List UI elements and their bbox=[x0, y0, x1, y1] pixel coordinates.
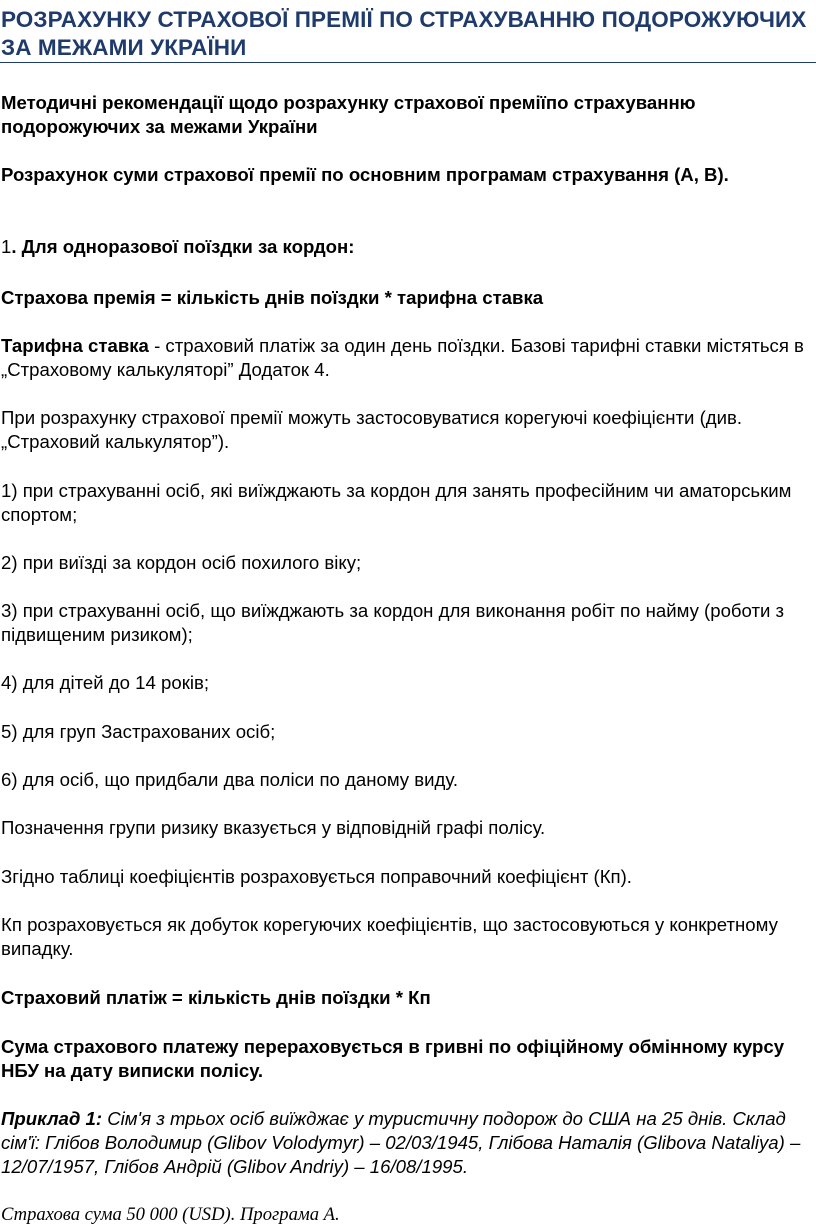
tariff-definition: - страховий платіж за один день поїздки. Базові тарифні ставки містяться в „Страховому калькуляторі” Додаток 4. bbox=[1, 335, 804, 380]
section-heading bbox=[1, 235, 813, 259]
condition-item: 1) при страхуванні осіб, які виїжджають за кордон для занять професійним чи аматорським спортом; bbox=[1, 480, 792, 525]
kp-note: Кп розраховується як добуток корегуючих коефіцієнтів, що застосовуються у конкретному випадку. bbox=[1, 914, 778, 959]
document-title: РОЗРАХУНКУ СТРАХОВОЇ ПРЕМІЇ ПО СТРАХУВАННЮ ПОДОРОЖУЮЧИХ ЗА МЕЖАМИ УКРАЇНИ bbox=[1, 7, 807, 60]
payment-formula: Страховий платіж = кількість днів поїздки * Кп bbox=[1, 987, 431, 1008]
condition-item: 6) для осіб, що придбали два поліси по даному виду. bbox=[1, 769, 458, 790]
title-underline bbox=[0, 62, 816, 63]
tariff-term: Тарифна ставка bbox=[1, 335, 149, 356]
condition-item: 2) при виїзді за кордон осіб похилого віку; bbox=[1, 552, 362, 573]
coefficients-intro: При розрахунку страхової премії можуть застосовуватися корегуючі коефіцієнти (див. „Страховий калькулятор”). bbox=[1, 407, 743, 452]
correction-coefficient-note: Згідно таблиці коефіцієнтів розраховується поправочний коефіцієнт (Кп). bbox=[1, 866, 632, 887]
risk-group-note: Позначення групи ризику вказується у відповідній графі полісу. bbox=[1, 817, 546, 838]
methodical-heading: Методичні рекомендації щодо розрахунку страхової преміїпо страхуванню подорожуючих за межами України bbox=[1, 92, 696, 137]
currency-conversion-note: Сума страхового платежу перераховується в гривні по офіційному обмінному курсу НБУ на дату виписки полісу. bbox=[1, 1036, 785, 1081]
example-text: Сім'я з трьох осіб виїжджає у туристичну подорож до США на 25 днів. Склад сім'ї: Глібов Володимир (Glibov Volodymyr) – 02/03/1945, Глібова Наталія (Glibova Nataliya) – 12/07/1957, Глібов Андрій (Glibov Andriy) – 16/08/1995. bbox=[1, 1108, 801, 1177]
section-title: . Для одноразової поїздки за кордон: bbox=[11, 236, 355, 257]
condition-item: 3) при страхуванні осіб, що виїжджають за кордон для виконання робіт по найму (роботи з підвищеним ризиком); bbox=[1, 600, 785, 645]
tariff-paragraph bbox=[1, 334, 813, 382]
premium-formula: Страхова премія = кількість днів поїздки * тарифна ставка bbox=[1, 287, 544, 308]
example-label: Приклад 1: bbox=[1, 1108, 103, 1129]
calculation-heading: Розрахунок суми страхової премії по основним програмам страхування (А, В). bbox=[1, 164, 729, 185]
insured-sum-line: Страхова сума 50 000 (USD). Програма А. bbox=[1, 1204, 340, 1225]
section-number: 1 bbox=[1, 236, 12, 257]
condition-item: 4) для дітей до 14 років; bbox=[1, 672, 210, 693]
example-paragraph bbox=[1, 1107, 813, 1179]
condition-item: 5) для груп Застрахованих осіб; bbox=[1, 721, 276, 742]
